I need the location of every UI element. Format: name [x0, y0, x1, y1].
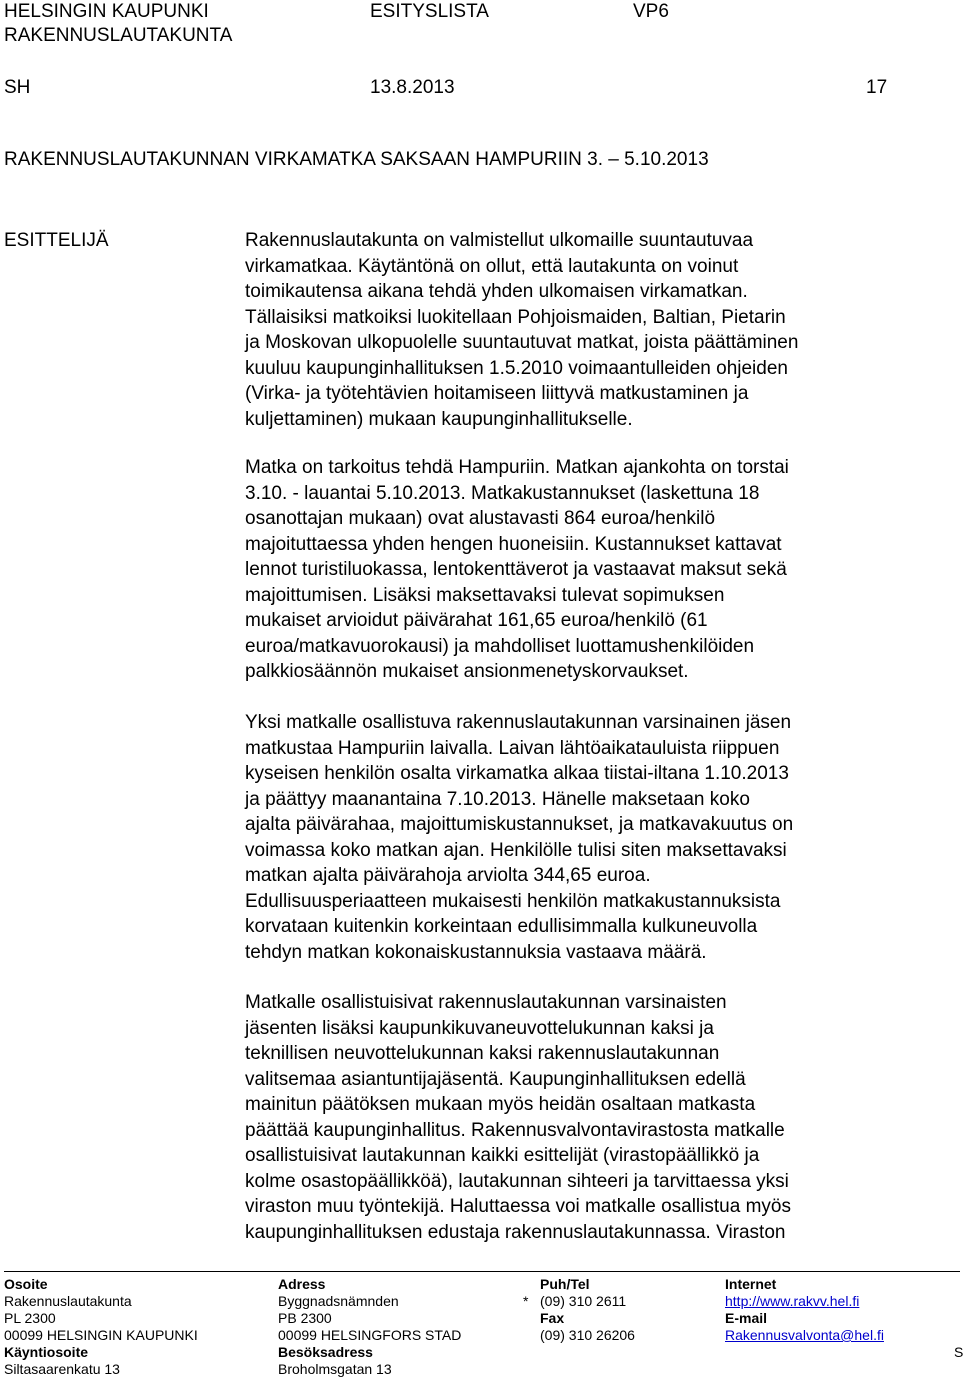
paragraph-line: kuljettaminen) mukaan kaupunginhallitukselle. — [245, 408, 633, 430]
document-code: VP6 — [633, 1, 669, 22]
paragraph-line: ja päättyy maanantaina 7.10.2013. Hänelle maksetaan koko — [245, 788, 750, 810]
footer-email-link[interactable]: Rakennusvalvonta@hel.fi — [725, 1327, 884, 1343]
footer-visiting-address: Siltasaarenkatu 13 — [4, 1361, 120, 1377]
footer-email-heading: E-mail — [725, 1310, 768, 1326]
paragraph-line: voimassa koko matkan ajan. Henkilölle tulisi siten maksettavaksi — [245, 839, 787, 861]
paragraph-line: mukaiset arvioidut päivärahat 161,65 euroa/henkilö (61 — [245, 610, 708, 631]
paragraph-line: kaupunginhallituksen edustaja rakennuslautakunnassa. Viraston — [245, 1221, 786, 1243]
paragraph-line: korvataan kuitenkin korkeintaan edullisimmalla kulkuneuvolla — [245, 916, 758, 937]
org-department: RAKENNUSLAUTAKUNTA — [4, 25, 233, 46]
paragraph-line: Edullisuusperiaatteen mukaisesti henkilön matkakustannuksista — [245, 890, 781, 912]
paragraph-line: mainitun päätöksen mukaan myös heidän osaltaan matkasta — [245, 1094, 756, 1115]
paragraph-line: lennot turistiluokassa, lentokenttäverot ja vastaavat maksut sekä — [245, 559, 787, 580]
presenter-label: ESITTELIJÄ — [4, 230, 109, 251]
initials: SH — [4, 77, 31, 98]
footer-adress-heading: Adress — [278, 1276, 326, 1292]
paragraph-line: 3.10. - lauantai 5.10.2013. Matkakustannukset (laskettuna 18 — [245, 482, 760, 504]
footer-star: * — [523, 1293, 529, 1309]
paragraph-line: palkkiosäännön mukaiset ansionmenetyskorvaukset. — [245, 661, 689, 682]
paragraph-line: valitsemaa asiantuntijajäsentä. Kaupunginhallituksen edellä — [245, 1068, 746, 1090]
page-number: 17 — [866, 77, 888, 98]
paragraph-line: osallistuisivat lautakunnan kaikki esittelijät (virastopäällikkö ja — [245, 1145, 760, 1166]
footer-phone-heading: Puh/Tel — [540, 1276, 590, 1292]
paragraph-line: euroa/matkavuorokausi) ja mahdolliset luottamushenkilöiden — [245, 635, 755, 657]
footer-divider — [4, 1271, 960, 1272]
footer-website-link[interactable]: http://www.rakvv.hel.fi — [725, 1293, 860, 1309]
paragraph-line: Matka on tarkoitus tehdä Hampuriin. Matkan ajankohta on torstai — [245, 457, 789, 478]
org-name: HELSINGIN KAUPUNKI — [4, 1, 209, 22]
meeting-date: 13.8.2013 — [370, 77, 455, 98]
footer-adress-line: Byggnadsnämnden — [278, 1293, 399, 1309]
paragraph-line: osanottajan mukaan) ovat alustavasti 864 euroa/henkilö — [245, 508, 716, 529]
paragraph-2 — [245, 455, 957, 685]
paragraph-1 — [245, 228, 957, 432]
footer-internet-heading: Internet — [725, 1276, 777, 1292]
paragraph-line: virkamatkaa. Käytäntönä on ollut, että lautakunta on voinut — [245, 255, 739, 277]
footer-phone: (09) 310 2611 — [540, 1293, 627, 1309]
paragraph-line: kuuluu kaupunginhallituksen 1.5.2010 voimaantulleiden ohjeiden — [245, 357, 788, 379]
paragraph-line: teknillisen neuvottelukunnan kaksi rakennuslautakunnan — [245, 1043, 720, 1064]
paragraph-line: Rakennuslautakunta on valmistellut ulkomaille suuntautuvaa — [245, 230, 754, 251]
paragraph-line: päättää kaupunginhallitus. Rakennusvalvontavirastosta matkalle — [245, 1119, 785, 1141]
footer-besoksadress: Broholmsgatan 13 — [278, 1361, 392, 1377]
paragraph-line: matkan ajalta päivärahoja arviolta 344,65 euroa. — [245, 865, 651, 886]
footer-address-heading: Osoite — [4, 1276, 48, 1292]
document-type: ESITYSLISTA — [370, 1, 489, 22]
paragraph-line: Matkalle osallistuisivat rakennuslautakunnan varsinaisten — [245, 992, 727, 1013]
footer-address-line: 00099 HELSINGIN KAUPUNKI — [4, 1327, 198, 1343]
paragraph-line: tehdyn matkan kokonaiskustannuksia vastaava määrä. — [245, 941, 707, 963]
paragraph-line: kolme osastopäällikköä), lautakunnan sihteeri ja tarvittaessa yksi — [245, 1170, 789, 1192]
footer-adress-line: PB 2300 — [278, 1310, 332, 1326]
paragraph-3 — [245, 710, 957, 965]
paragraph-line: ja Moskovan ulkopuolelle suuntautuvat matkat, joista päättäminen — [245, 332, 799, 353]
paragraph-line: Yksi matkalle osallistuva rakennuslautakunnan varsinainen jäsen — [245, 712, 792, 733]
footer-address-line: Rakennuslautakunta — [4, 1293, 132, 1309]
paragraph-line: kyseisen henkilön osalta virkamatka alkaa tiistai-iltana 1.10.2013 — [245, 763, 789, 784]
paragraph-line: toimikautensa aikana tehdä yhden ulkomaisen virkamatkan. — [245, 281, 748, 302]
paragraph-line: ajalta päivärahaa, majoittumiskustannukset, ja matkavakuutus on — [245, 814, 794, 835]
paragraph-line: matkustaa Hampuriin laivalla. Laivan lähtöaikatauluista riippuen — [245, 737, 780, 759]
paragraph-line: Tällaisiksi matkoiksi luokitellaan Pohjoismaiden, Baltian, Pietarin — [245, 306, 786, 328]
footer-fax: (09) 310 26206 — [540, 1327, 635, 1343]
footer-visiting-heading: Käyntiosoite — [4, 1344, 89, 1360]
footer-besoksadress-heading: Besöksadress — [278, 1344, 373, 1360]
paragraph-line: majoittumisen. Lisäksi maksettavaksi tulevat sopimuksen — [245, 584, 725, 606]
paragraph-4 — [245, 990, 957, 1245]
paragraph-line: majoituttaessa yhden hengen huoneisiin. Kustannukset kattavat — [245, 533, 782, 555]
paragraph-line: jäsenten lisäksi kaupunkikuvaneuvottelukunnan kaksi ja — [245, 1017, 714, 1039]
footer-fax-heading: Fax — [540, 1310, 565, 1326]
footer-adress-line: 00099 HELSINGFORS STAD — [278, 1327, 462, 1343]
footer-address-line: PL 2300 — [4, 1310, 56, 1326]
paragraph-line: (Virka- ja työtehtävien hoitamiseen liittyvä matkustaminen ja — [245, 383, 749, 404]
paragraph-line: viraston muu työntekijä. Haluttaessa voi matkalle osallistua myös — [245, 1196, 791, 1217]
footer-edge-char: S — [954, 1344, 963, 1360]
document-title: RAKENNUSLAUTAKUNNAN VIRKAMATKA SAKSAAN HAMPURIIN 3. – 5.10.2013 — [4, 149, 709, 170]
